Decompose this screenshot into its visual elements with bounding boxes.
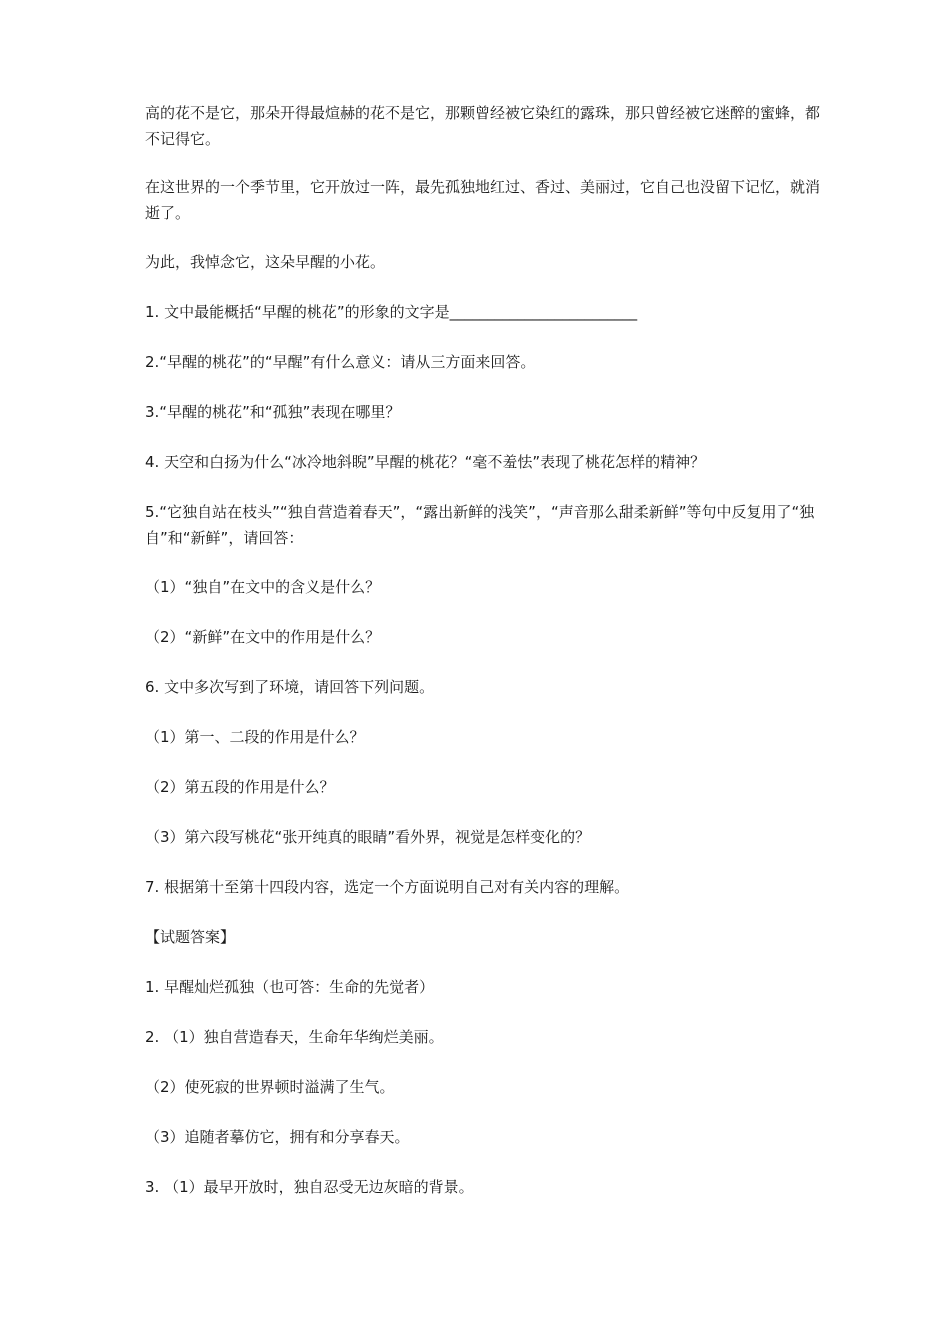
question-5-sub-2: （2）“新鲜”在文中的作用是什么？: [145, 628, 381, 646]
question-1: 1. 文中最能概括“早醒的桃花”的形象的文字是_________________________: [145, 303, 638, 321]
paragraph-mourning: 为此，我悼念它，这朵早醒的小花。: [145, 253, 386, 271]
question-6-sub-3: （3）第六段写桃花“张开纯真的眼睛”看外界，视觉是怎样变化的？: [145, 828, 591, 846]
question-6-sub-2: （2）第五段的作用是什么？: [145, 778, 335, 796]
question-6: 6. 文中多次写到了环境，请回答下列问题。: [145, 678, 435, 696]
answer-2-sub-2: （2）使死寂的世界顿时溢满了生气。: [145, 1078, 395, 1096]
question-5: 5.“它独自站在枝头”“独自营造着春天”，“露出新鲜的浅笑”，“声音那么甜柔新鲜”等句中反复用了“独自”和“新鲜”，请回答：: [145, 503, 815, 547]
question-7: 7. 根据第十至第十四段内容，选定一个方面说明自己对有关内容的理解。: [145, 878, 630, 896]
answer-2-sub-3: （3）追随者摹仿它，拥有和分享春天。: [145, 1128, 410, 1146]
question-4: 4. 天空和白扬为什么“冰冷地斜睨”早醒的桃花？“毫不羞怯”表现了桃花怎样的精神？: [145, 453, 706, 471]
paragraph-fading-memory: 高的花不是它，那朵开得最煊赫的花不是它，那颗曾经被它染红的露珠，那只曾经被它迷醉的蜜蜂，都不记得它。: [145, 104, 821, 148]
question-3: 3.“早醒的桃花”和“孤独”表现在哪里？: [145, 403, 401, 421]
question-5-sub-1: （1）“独自”在文中的含义是什么？: [145, 578, 381, 596]
answers-heading: 【试题答案】: [145, 928, 236, 946]
answer-2: 2. （1）独自营造春天，生命年华绚烂美丽。: [145, 1028, 444, 1046]
question-2: 2.“早醒的桃花”的“早醒”有什么意义：请从三方面来回答。: [145, 353, 536, 371]
paragraph-season: 在这世界的一个季节里，它开放过一阵，最先孤独地红过、香过、美丽过，它自己也没留下记忆，就消逝了。: [145, 178, 821, 222]
answer-3: 3. （1）最早开放时，独自忍受无边灰暗的背景。: [145, 1178, 474, 1196]
question-6-sub-1: （1）第一、二段的作用是什么？: [145, 728, 365, 746]
answer-1: 1. 早醒灿烂孤独（也可答：生命的先觉者）: [145, 978, 435, 996]
